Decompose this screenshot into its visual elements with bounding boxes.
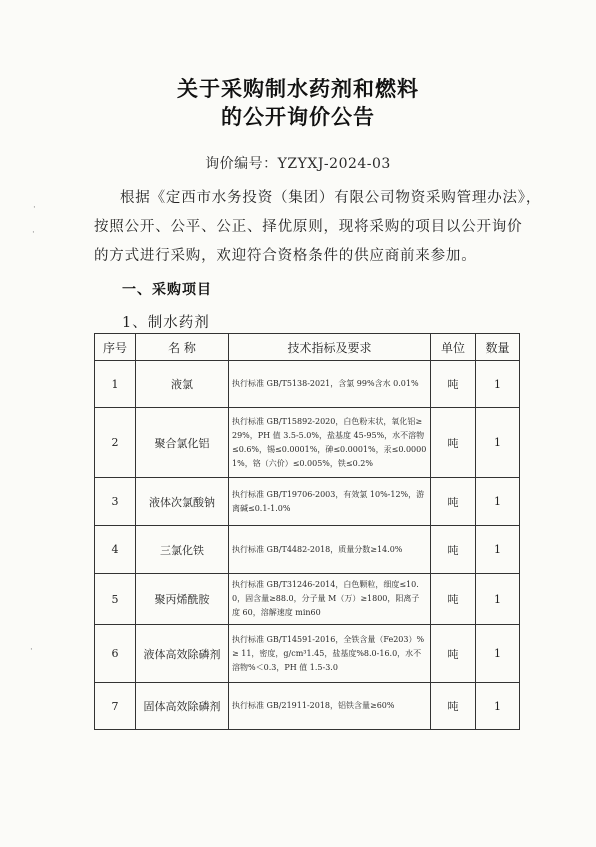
header-no: 序号: [95, 334, 136, 361]
intro-paragraph-line2: 按照公开、公平、公正、择优原则，现将采购的项目以公开询价: [94, 219, 523, 235]
intro-paragraph-line1: 根据《定西市水务投资（集团）有限公司物资采购管理办法》，: [120, 190, 542, 206]
table-row: [95, 478, 520, 526]
header-qty: 数量: [476, 334, 520, 361]
item-qty: 1: [476, 408, 520, 478]
row-number: 4: [95, 526, 136, 574]
item-name: 固体高效除磷剂: [136, 683, 229, 730]
inquiry-number: 询价编号：YZYXJ-2024-03: [205, 156, 391, 172]
table-row: [95, 574, 520, 625]
subsection-heading: 1、制水药剂: [122, 315, 210, 331]
item-name: 聚丙烯酰胺: [136, 574, 229, 625]
item-spec: 执行标准 GB/T14591-2016，全铁含量（Fe203）% ≥ 11，密度，g/cm³1.45，盐基度%8.0-16.0，水不溶物%＜0.3，PH 值 1.5-3.0: [229, 625, 431, 683]
item-name: 液氯: [136, 361, 229, 408]
row-number: 2: [95, 408, 136, 478]
row-number: 7: [95, 683, 136, 730]
item-qty: 1: [476, 526, 520, 574]
item-unit: 吨: [431, 478, 476, 526]
item-unit: 吨: [431, 408, 476, 478]
item-spec: 执行标准 GB/T19706-2003，有效氯 10%-12%，游离碱≤0.1-1.0%: [229, 478, 431, 526]
item-unit: 吨: [431, 526, 476, 574]
item-spec: 执行标准 GB/21911-2018，铝铁含量≥60%: [229, 683, 431, 730]
row-number: 3: [95, 478, 136, 526]
item-name: 聚合氯化铝: [136, 408, 229, 478]
item-unit: 吨: [431, 574, 476, 625]
item-qty: 1: [476, 574, 520, 625]
item-spec: 执行标准 GB/T5138-2021，含氯 99%含水 0.01%: [229, 361, 431, 408]
item-spec: 执行标准 GB/T31246-2014，白色颗粒，细度≤10.0，固含量≥88.0，分子量 M（万）≥1800，阳离子度 60，溶解速度 min60: [229, 574, 431, 625]
row-number: 1: [95, 361, 136, 408]
document-title-line1: 关于采购制水药剂和燃料: [177, 77, 419, 101]
item-spec: 执行标准 GB/T15892-2020，白色粉末状，氧化铝≥29%，PH 值 3.5-5.0%，盐基度 45-95%，水不溶物≤0.6%，锡≤0.0001%，砷≤0.0001%，汞≤0.00001%，铬（六价）≤0.005%，铁≤0.2%: [229, 408, 431, 478]
item-qty: 1: [476, 361, 520, 408]
row-number: 5: [95, 574, 136, 625]
table-row: [95, 526, 520, 574]
header-name: 名 称: [136, 334, 229, 361]
table-row: [95, 361, 520, 408]
item-name: 液体高效除磷剂: [136, 625, 229, 683]
document-title-line2: 的公开询价公告: [221, 105, 375, 129]
procurement-items-table: [94, 333, 520, 730]
table-header-row: [95, 334, 520, 361]
item-spec: 执行标准 GB/T4482-2018，质量分数≥14.0%: [229, 526, 431, 574]
item-qty: 1: [476, 625, 520, 683]
row-number: 6: [95, 625, 136, 683]
header-unit: 单位: [431, 334, 476, 361]
item-name: 三氯化铁: [136, 526, 229, 574]
section-heading: 一、采购项目: [122, 282, 212, 298]
item-unit: 吨: [431, 683, 476, 730]
scan-speck: ·: [32, 228, 35, 238]
scan-speck: ·: [30, 645, 33, 655]
item-unit: 吨: [431, 361, 476, 408]
item-qty: 1: [476, 478, 520, 526]
item-name: 液体次氯酸钠: [136, 478, 229, 526]
scan-speck: ·: [33, 203, 36, 213]
table-row: [95, 625, 520, 683]
intro-paragraph-line3: 的方式进行采购，欢迎符合资格条件的供应商前来参加。: [94, 248, 477, 264]
table-row: [95, 683, 520, 730]
item-qty: 1: [476, 683, 520, 730]
table-row: [95, 408, 520, 478]
item-unit: 吨: [431, 625, 476, 683]
header-spec: 技术指标及要求: [229, 334, 431, 361]
